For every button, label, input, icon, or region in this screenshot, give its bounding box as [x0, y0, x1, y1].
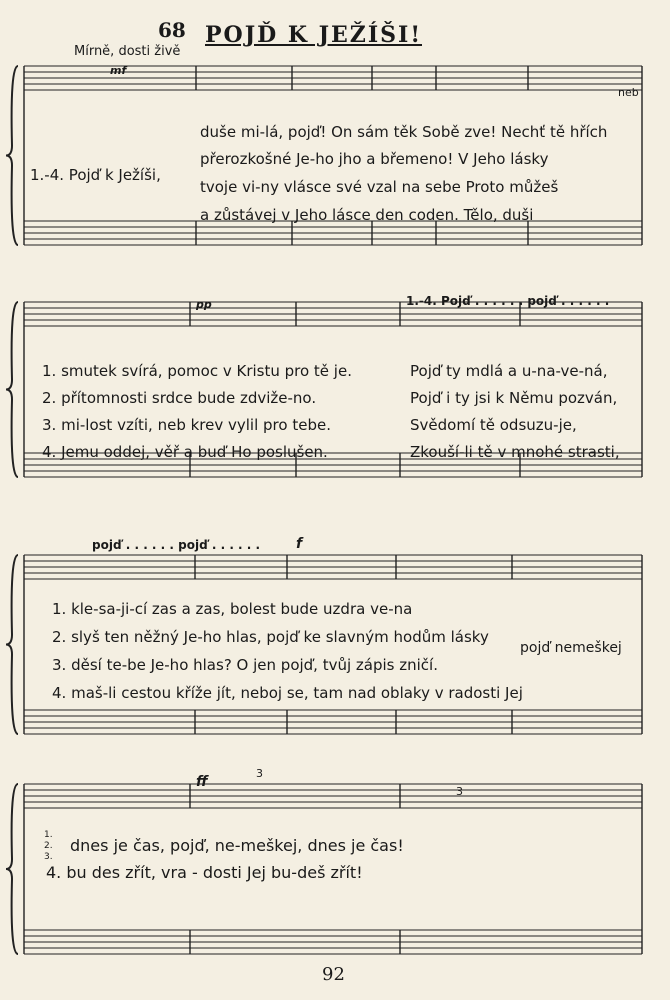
lyric-line: 4. maš-li cestou kříže jít, neboj se, tam nad oblaky v radosti Jej	[52, 684, 523, 702]
dynamic-pp: pp	[196, 298, 212, 311]
voice-label: 1.-4. Pojď . . . . . . pojď . . . . . .	[406, 294, 610, 308]
lyric-line: 3. děsí te-be Je-ho hlas? O jen pojď, tvůj zápis zničí.	[52, 656, 438, 674]
lyric-line: 3. mi-lost vzíti, neb krev vylil pro tebe.	[42, 416, 331, 434]
system-brace	[6, 784, 18, 954]
alt-text-neb: neb	[618, 86, 639, 99]
refrain-label: 1.-4. Pojď k Ježíši,	[30, 166, 161, 184]
lyric-line: 2. slyš ten něžný Je-ho hlas, pojď ke slavným hodům lásky	[52, 628, 489, 646]
system-brace	[6, 302, 18, 477]
page-number: 92	[322, 964, 345, 985]
voice-label: pojď . . . . . . pojď . . . . . .	[92, 538, 261, 552]
lyric-line: Pojď i ty jsi k Němu pozván,	[410, 389, 618, 407]
dynamic-f: f	[296, 536, 303, 552]
lyric-line: 4. Jemu oddej, věř a buď Ho poslušen.	[42, 443, 328, 461]
system-brace	[6, 555, 18, 734]
lyric-line: Zkouší-li tě v mnohé strasti,	[410, 443, 620, 461]
side-text: pojď nemeškej	[520, 640, 622, 656]
lyric-line: 4. bu des zřít, vra - dosti Jej bu-deš zřít!	[46, 863, 363, 882]
tempo-marking: Mírně, dosti živě	[74, 44, 181, 59]
lyric-line: Svědomí tě odsuzu-je,	[410, 416, 577, 434]
dynamic-ff: ff	[196, 774, 208, 790]
lyric-line: 1. smutek svírá, pomoc v Kristu pro tě je.	[42, 362, 352, 380]
lyric-line: tvoje vi-ny vlásce své vzal na sebe Proto můžeš	[200, 178, 559, 196]
lyric-line: duše mi-lá, pojď! On sám těk Sobě zve! Nechť tě hřích	[200, 123, 608, 141]
triplet-marker: 3	[456, 785, 463, 798]
hymn-number: 68	[158, 18, 186, 42]
hymn-title: POJĎ K JEŽÍŠI!	[205, 22, 422, 48]
dynamic-mf: mf	[110, 64, 127, 77]
lyric-line: Pojď ty mdlá a u-na-ve-ná,	[410, 362, 608, 380]
lyric-line: 1. kle-sa-ji-cí zas a zas, bolest bude uzdra ve-na	[52, 600, 413, 618]
triplet-marker: 3	[256, 767, 263, 780]
verse-marker: 1. 2. 3.	[44, 830, 53, 862]
lyric-line: dnes je čas, pojď, ne-meškej, dnes je čas!	[70, 836, 404, 855]
system-brace	[6, 66, 18, 245]
lyric-line: a zůstávej v Jeho lásce den coden. Tělo, duši	[200, 206, 534, 224]
lyric-line: přerozkošné Je-ho jho a břemeno! V Jeho lásky	[200, 150, 549, 168]
lyric-line: 2. přítomnosti srdce bude zdviže-no.	[42, 389, 317, 407]
